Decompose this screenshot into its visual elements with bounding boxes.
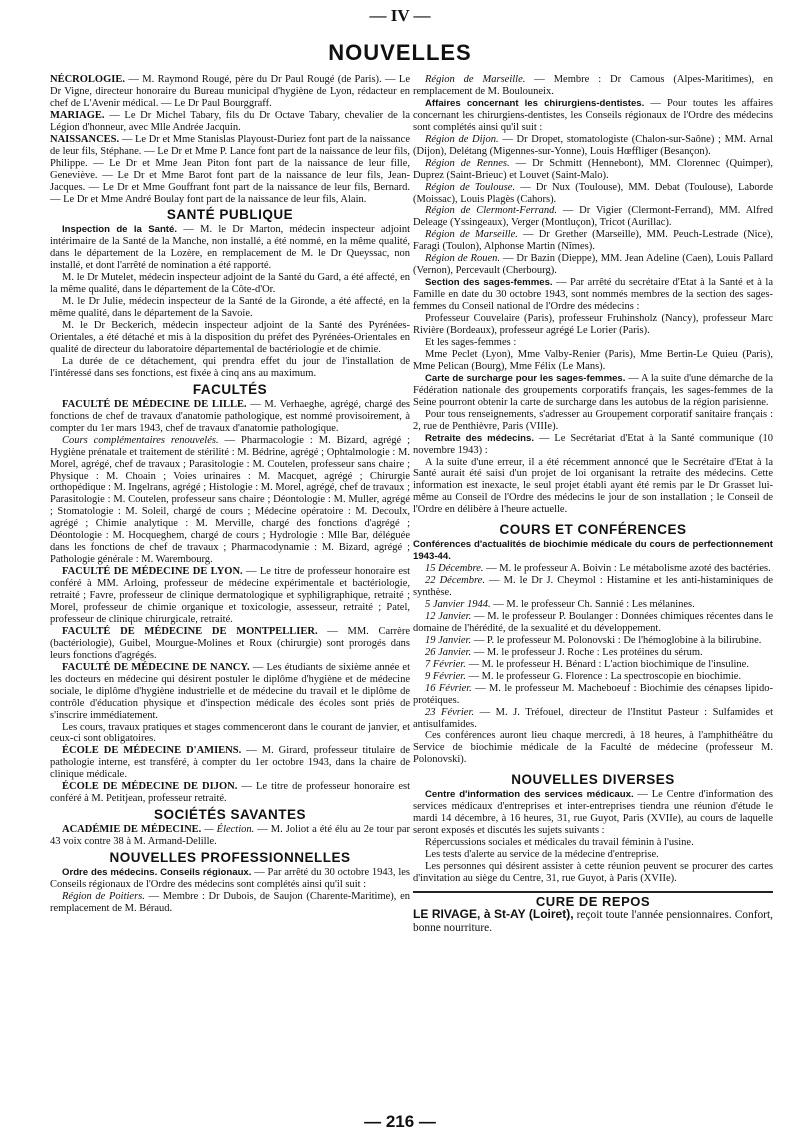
cours-lead: Conférences d'actualités de biochimie médicale du cours de perfectionnement 1943-44. <box>413 539 773 563</box>
diverses-paragraph <box>413 861 773 885</box>
cours-text: — M. le professeur M. Macheboeuf : Biochimie des cénapses lipido-protéiques. <box>413 682 773 706</box>
facultes-lead: FACULTÉ DE MÉDECINE DE LYON. <box>62 566 243 578</box>
diverses-paragraph <box>413 837 773 849</box>
facultes-paragraph <box>50 662 410 722</box>
societes-lead: ACADÉMIE DE MÉDECINE. <box>62 824 202 836</box>
prof-text: — Par arrêté du 30 octobre 1943, les Conseils régionaux de l'Ordre des médecins sont complétés ainsi qu'il suit : <box>50 867 410 890</box>
diverses-paragraph <box>413 789 773 837</box>
facultes-text: — Pharmacologie : M. Bizard, agrégé ; Hygiène prénatale et traitement de stérilité : M. Bédrine, agrégé ; Ophtalmologie : M. Morel, agrégé, chef de travaux ; Parasitologie : M. Coutelen, professeur sans chaire ; Physique : M. Choain ; Voies urinaires : M. Macquet, agrégé ; Chirurgie orthopédique : M. Ingelrans, agrégé ; Histologie : M. Morel, agrégé, chef de travaux ; Parasitologie : M. Coutelen, professeur sans chaire ; Déontologie : M. Muller, agrégé ; Stomatologie : M. Soleil, chargé de cours ; Médecine opératoire : M. Decoulx, agrégé ; Chimie analytique : M. Merville, chargé des fonctions d'agrégé ; Déontologie : M. Hocqueghem, chargé de cours ; Hydrologie : Mlle Bar, déléguée dans les fonctions de chef de travaux ; Pharmacodynamie : M. Bizard, agrégé ; Pathologie générale : M. Warembourg. <box>50 434 411 566</box>
section-title-societes: SOCIÉTÉS SAVANTES <box>153 807 307 823</box>
sante-paragraph <box>50 224 410 272</box>
facultes-text: — Les étudiants de sixième année et les docteurs en médecine qui désirent postuler le diplôme d'hygiène et de médecine sociale, le diplôme d'hygiène industrielle et de médecine du travail et le diplôme de contrôle d'éducation physique et d'inspection médicale des écoles sont priés de s'inscrire immédiatement. <box>50 661 410 721</box>
regions-paragraph <box>413 229 773 253</box>
cours-paragraph <box>413 730 773 766</box>
sagesfemmes-text: Mme Peclet (Lyon), Mme Valby-Renier (Paris), Mme Bertin-Le Quieu (Paris), Mme Pelican (Bourg), Mme Félix (Le Mans). <box>413 348 773 372</box>
cours-italic: 7 Février. <box>425 658 466 670</box>
necrologie-text: — M. Raymond Rougé, père du Dr Paul Rougé (de Paris). — Le Dr Vigne, directeur honoraire du Bureau municipal d'hygiène de Lyon, rédacteur en chef de L'Avenir médical. — Le Dr Paul Bourggraff. <box>50 74 410 109</box>
sante-paragraph <box>50 272 410 296</box>
section-title-professionnelles: NOUVELLES PROFESSIONNELLES <box>109 850 351 866</box>
facultes-text: Les cours, travaux pratiques et stages commenceront dans le courant de janvier, et ceux-ci sont obligatoires. <box>50 721 410 745</box>
naissances-lead: NAISSANCES. <box>50 133 120 145</box>
cours-paragraph <box>413 659 773 671</box>
cours-text: — M. le professeur H. Bénard : L'action biochimique de l'insuline. <box>465 658 749 670</box>
societes-paragraph <box>50 824 410 848</box>
sante-text: M. le Dr Beckerich, médecin inspecteur adjoint de la Santé des Pyrénées-Orientales, a été détaché et mis à la disposition du préfet des Pyrénées-Orientales en qualité de directeur du laboratoire départemental de bactériologie et de chimie. <box>50 320 410 355</box>
cours-text: Ces conférences auront lieu chaque mercredi, à 18 heures, à l'amphithéâtre du Service de biochimie médicale de la Faculté de médecine (professeur M. Polonovski). <box>413 730 773 766</box>
sagesfemmes-paragraph <box>413 409 773 433</box>
cours-italic: 5 Janvier 1944. <box>425 598 491 610</box>
sante-text: M. le Dr Julie, médecin inspecteur de la Santé de la Gironde, a été affecté, en la même qualité, dans le département de la Savoie. <box>50 296 410 320</box>
sante-paragraph <box>50 356 410 380</box>
prof-lead: Ordre des médecins. Conseils régionaux. <box>62 867 252 878</box>
dentistes-lead: Affaires concernant les chirurgiens-dentistes. <box>425 97 645 109</box>
naissances-paragraph <box>50 134 410 206</box>
regions-italic: Région de Clermont-Ferrand. <box>425 205 558 217</box>
necrologie-paragraph <box>50 74 410 110</box>
sagesfemmes-text: — Le Secrétariat d'Etat à la Santé communique (10 novembre 1943) : <box>413 432 773 456</box>
diverses-paragraph <box>413 849 773 861</box>
sagesfemmes-text: Pour tous renseignements, s'adresser au Groupement corporatif sanitaire français : 2, rue de Penthièvre, Paris (VIIIe). <box>413 408 773 432</box>
cours-italic: 12 Janvier. <box>425 610 472 622</box>
sagesfemmes-text: Professeur Couvelaire (Paris), professeur Fruhinsholz (Nancy), professeur Marc Rivière (Bordeaux), professeur agrégé Le Lorier (Paris). <box>413 313 773 337</box>
diverses-lead: Centre d'information des services médicaux. <box>425 789 634 801</box>
cours-paragraph <box>413 647 773 659</box>
facultes-paragraph <box>50 566 410 626</box>
cours-paragraph <box>413 575 773 599</box>
facultes-text: — Le titre de professeur honoraire est conféré à M. Petitjean, professeur retraité. <box>50 781 410 805</box>
sagesfemmes-paragraph <box>413 349 773 373</box>
facultes-lead: FACULTÉ DE MÉDECINE DE MONTPELLIER. <box>62 625 318 637</box>
regions-paragraph <box>413 158 773 182</box>
mariage-paragraph <box>50 110 410 134</box>
cours-lead-paragraph <box>413 539 773 563</box>
sagesfemmes-paragraph <box>413 433 773 457</box>
sante-text: — M. le Dr Marton, médecin inspecteur adjoint intérimaire de la Santé de la Manche, non installé, a été nommé, en la même qualité, dans le département de la Lozère, en remplacement de M. le Dr Queyssac, non installé, et dont l'arrêté de nomination a été rapporté. <box>50 224 410 272</box>
diverses-text: Les personnes qui désirent assister à cette réunion peuvent se procurer des cartes d'invitation au siège du Centre, 31, rue Guyot, à Paris (XVIIe). <box>413 861 773 884</box>
ad-title: CURE DE REPOS <box>413 891 773 908</box>
societes-italic: — Élection. <box>201 824 255 836</box>
prof-italic: Région de Poitiers. <box>62 890 145 902</box>
sante-paragraph <box>50 296 410 320</box>
regions-italic: Région de Rouen. <box>425 253 501 265</box>
sagesfemmes-paragraph <box>413 337 773 349</box>
sante-paragraph <box>50 320 410 356</box>
cours-text: — M. le professeur G. Florence : La spectroscopie en biochimie. <box>465 670 742 682</box>
sante-section <box>50 224 410 379</box>
section-title-cours: COURS ET CONFÉRENCES <box>499 522 687 538</box>
page-number: — 216 — <box>364 1112 436 1131</box>
section-title-facultes: FACULTÉS <box>192 381 268 397</box>
right-column <box>413 74 773 935</box>
facultes-paragraph <box>50 435 410 566</box>
regions-italic: Région de Marseille. <box>425 229 518 241</box>
facultes-text: — MM. Carrère (bactériologie), Guibel, Mourgue-Molines et Roux (chirurgie) sont prorogés dans leurs fonctions d'agrégés. <box>50 625 410 661</box>
diverses-text: Répercussions sociales et médicales du travail féminin à l'usine. <box>425 837 694 849</box>
naissances-text: — Le Dr et Mme Stanislas Playoust-Duriez font part de la naissance de leur fils, Stéphane. — Le Dr et Mme P. Lance font part de la naissance de leur fils, Philippe. — Le Dr et Mme Jean Piton font part de la naissance de leur fille, Geneviève. — Le Dr et Mme Barot font part de la naissance de leur fils, Jean-Jacques. — Le Dr et Mme Gouffrant font part de la naissance de leur fils, Bernard. — Le Dr et Mme André Boulay font part de la naissance de leur fils, Alain. <box>50 133 410 205</box>
necrologie-lead: NÉCROLOGIE. <box>50 74 125 85</box>
societes-text: — M. Joliot a été élu au 2e tour par 43 voix contre 38 à M. Armand-Delille. <box>50 824 410 848</box>
facultes-italic: Cours complémentaires renouvelés. <box>62 434 219 446</box>
facultes-paragraph <box>50 781 410 805</box>
regions-text: — Dr Nux (Toulouse), MM. Debat (Toulouse), Laborde (Moissac), Louis Plagès (Cahors). <box>413 181 774 205</box>
roman-page-number: — IV — <box>369 6 431 25</box>
prof-continued <box>413 74 773 98</box>
facultes-paragraph <box>50 722 410 746</box>
prof-paragraph <box>50 867 410 891</box>
cours-text: — M. le professeur Ch. Sannié : Les mélanines. <box>490 598 695 610</box>
facultes-text: — Le titre de professeur honoraire est conféré à MM. Arloing, professeur de médecine expérimentale et bactériologie, retraité ; Favre, professeur de clinique dermatologique et syphiligraphique, retraité ; Morel, professeur de chimie organique et toxicologie, assesseur, retraité ; Patel, professeur de clinique chirurgicale, retraité. <box>50 566 410 625</box>
facultes-lead: FACULTÉ DE MÉDECINE DE NANCY. <box>62 661 250 673</box>
cours-paragraph <box>413 671 773 683</box>
professionnelles-section <box>50 867 410 915</box>
profcont-paragraph <box>413 74 773 98</box>
cours-paragraph <box>413 599 773 611</box>
sagesfemmes-lead: Carte de surcharge pour les sages-femmes. <box>425 372 626 384</box>
ad-text: reçoit toute l'année pensionnaires. Confort, bonne nourriture. <box>413 908 773 934</box>
regions-paragraph <box>413 134 773 158</box>
cours-text: — M. le professeur A. Boivin : Le métabolisme azoté des bactéries. <box>483 563 771 575</box>
sagesfemmes-section <box>413 277 773 516</box>
sante-lead: Inspection de la Santé. <box>62 224 178 236</box>
regions-paragraph <box>413 205 773 229</box>
regions-paragraph <box>413 253 773 277</box>
sante-text: M. le Dr Mutelet, médecin inspecteur adjoint de la Santé du Gard, a été affecté, en la même qualité, dans le département de la Côte-d'Or. <box>50 272 410 296</box>
cours-list <box>413 563 773 766</box>
regions-italic: Région de Dijon. <box>425 133 499 145</box>
facultes-paragraph <box>50 626 410 662</box>
regions-italic: Région de Rennes. <box>425 157 510 169</box>
facultes-section <box>50 399 410 805</box>
sagesfemmes-lead: Retraite des médecins. <box>425 432 535 444</box>
regions-text: — Dr Schmitt (Hennebont), MM. Clorennec (Quimper), Duprez (Saint-Brieuc) et Louvet (Saint-Malo). <box>413 157 773 181</box>
cours-text: — M. le professeur P. Boulanger : Données chimiques récentes dans le domaine de l'hérédité, de la sexualité et du développement. <box>413 610 774 634</box>
ad-body <box>413 908 773 935</box>
profcont-italic: Région de Marseille. <box>425 74 526 85</box>
cours-italic: 22 Décembre. <box>425 575 485 587</box>
left-column <box>50 74 410 915</box>
regions-text: — Dr Grether (Marseille), MM. Peuch-Lestrade (Nice), Faragi (Toulon), Alphonse Martin (Nîmes). <box>413 229 773 253</box>
cours-paragraph <box>413 707 773 731</box>
facultes-paragraph <box>50 399 410 435</box>
sagesfemmes-paragraph <box>413 457 773 517</box>
sagesfemmes-text: A la suite d'une erreur, il a été récemment annoncé que le Secrétaire d'Etat à la Santé aurait été saisi d'un projet de loi organisant la retraite des médecins. Cette information est inexacte, le seul projet établi ayant été remis par le Dr Grasset lui-même au Conseil de l'Ordre des médecins le jour de son installation ; le Conseil de l'Ordre en délibère à l'heure actuelle. <box>413 456 773 516</box>
cours-text: — P. le professeur M. Polonovski : De l'hémoglobine à la bilirubine. <box>471 634 762 646</box>
facultes-lead: ÉCOLE DE MÉDECINE DE DIJON. <box>62 781 238 793</box>
ad-lead: LE RIVAGE, à St-AY (Loiret), <box>413 906 574 921</box>
cours-paragraph <box>413 563 773 575</box>
sagesfemmes-paragraph <box>413 373 773 409</box>
dentistes-paragraph <box>413 98 773 134</box>
regions-text: — Dr Vigier (Clermont-Ferrand), MM. Alfred Deleage (Yssingeaux), Verger (Montluçon), Tricot (Aurillac). <box>413 205 773 229</box>
sagesfemmes-paragraph <box>413 313 773 337</box>
regions-text: — Dr Bazin (Dieppe), MM. Jean Adeline (Caen), Louis Pallard (Vernon), Percevault (Cherbourg). <box>413 253 773 277</box>
profcont-text: — Membre : Dr Camous (Alpes-Maritimes), en remplacement de M. Boulouneix. <box>413 74 773 97</box>
sagesfemmes-paragraph <box>413 277 773 313</box>
cours-italic: 15 Décembre. <box>425 563 484 575</box>
cours-italic: 16 Février. <box>425 682 472 694</box>
diverses-section <box>413 789 773 885</box>
sagesfemmes-text: Et les sages-femmes : <box>425 336 517 348</box>
mariage-lead: MARIAGE. <box>50 109 105 121</box>
cours-text: — M. J. Tréfouel, directeur de l'Institut Pasteur : Sulfamides et antisulfamides. <box>413 706 773 730</box>
cours-paragraph <box>413 683 773 707</box>
sagesfemmes-text: — Par arrêté du secrétaire d'Etat à la Santé et à la Famille en date du 30 octobre 1943, sont nommés membres de la section des sages-femmes du Conseil national de l'Ordre des médecins : <box>413 277 773 313</box>
cours-italic: 23 Février. <box>425 706 475 718</box>
cours-italic: 9 Février. <box>425 670 466 682</box>
regions-text: — Dr Dropet, stomatologiste (Chalon-sur-Saône) ; MM. Arnal (Dijon), Delétang (Migennes-sur-Yonne), Louis Hœffliger (Besançon). <box>413 133 773 157</box>
cours-paragraph <box>413 611 773 635</box>
section-title-sante: SANTÉ PUBLIQUE <box>166 207 294 223</box>
section-title-diverses: NOUVELLES DIVERSES <box>511 772 675 788</box>
facultes-paragraph <box>50 745 410 781</box>
prof-text: — Membre : Dr Dubois, de Saujon (Charente-Maritime), en remplacement de M. Béraud. <box>50 890 410 914</box>
regions-italic: Région de Toulouse. <box>425 181 516 193</box>
cours-text: — M. le Dr J. Cheymol : Histamine et les anti-histaminiques de synthèse. <box>413 575 773 599</box>
cours-italic: 19 Janvier. <box>425 634 472 646</box>
diverses-text: — Le Centre d'information des services médicaux d'entreprises et inter-entreprises tiendra une réunion d'étude le mardi 14 décembre, à 16 heures, 31, rue Guyot, Paris (XVIIe), au cours de laquelle seront exposés et discutés les sujets suivants : <box>413 789 773 837</box>
cours-paragraph <box>413 635 773 647</box>
regions-list <box>413 134 773 277</box>
cours-italic: 26 Janvier. <box>425 646 472 658</box>
facultes-text: — M. Verhaeghe, agrégé, chargé des fonctions de chef de travaux d'anatomie pathologique, est nommé provisoirement, à compter du 1er mars 1943, chef de travaux d'anatomie pathologique. <box>50 398 410 434</box>
sante-text: La durée de ce détachement, qui prendra effet du jour de l'installation de l'intéressé dans ses fonctions, est fixée à cinq ans au maximum. <box>50 355 410 379</box>
dentistes-text: — Pour toutes les affaires concernant les chirurgiens-dentistes, les Conseils régionaux de l'Ordre des médecins sont complétés ainsi qu'il suit : <box>413 97 773 133</box>
sagesfemmes-text: — A la suite d'une démarche de la Fédération nationale des groupements corporatifs français, les sages-femmes de la Seine pourront obtenir la carte de surcharge dans les autobus de la région parisienne. <box>413 372 773 408</box>
prof-paragraph <box>50 891 410 915</box>
page-title: NOUVELLES <box>328 40 472 65</box>
facultes-lead: ÉCOLE DE MÉDECINE D'AMIENS. <box>62 745 242 757</box>
mariage-text: — Le Dr Michel Tabary, fils du Dr Octave Tabary, chevalier de la Légion d'honneur, avec Mlle Andrée Jacquin. <box>50 109 410 133</box>
diverses-text: Les tests d'alerte au service de la médecine d'entreprise. <box>425 849 659 861</box>
regions-paragraph <box>413 182 773 206</box>
cours-text: — M. le professeur J. Roche : Les protéines du sérum. <box>471 646 703 658</box>
sagesfemmes-lead: Section des sages-femmes. <box>425 277 553 289</box>
facultes-text: — M. Girard, professeur titulaire de pathologie interne, est transféré, à compter du 1er octobre 1943, dans la chaire de clinique médicale. <box>50 745 411 781</box>
facultes-lead: FACULTÉ DE MÉDECINE DE LILLE. <box>62 398 247 410</box>
